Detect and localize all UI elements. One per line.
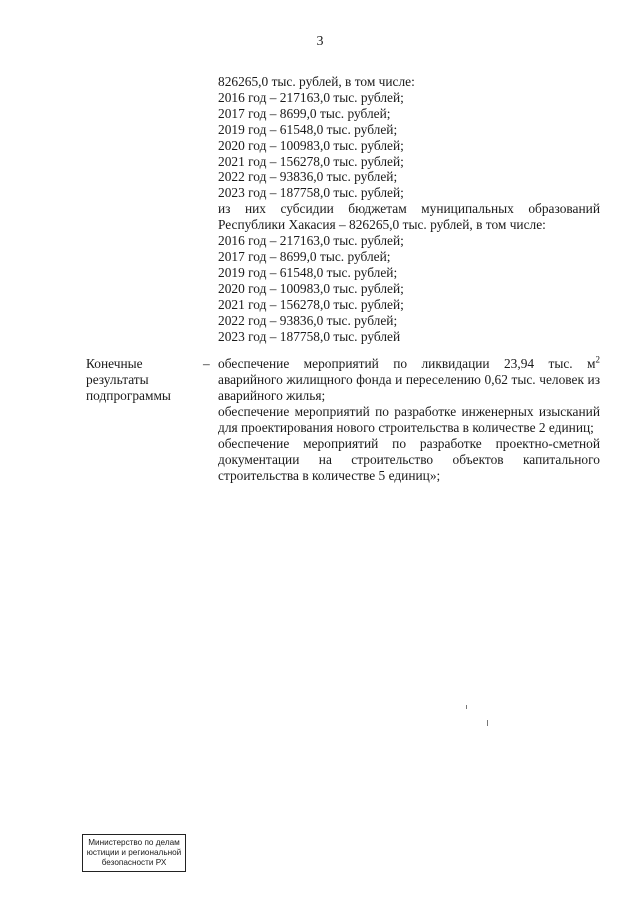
stamp-line: безопасности РХ (101, 858, 167, 867)
subsidy-intro-line-2: Республики Хакасия – 826265,0 тыс. рублей, в том числе: (218, 217, 546, 233)
subsidy-year-2023: 2023 год – 187758,0 тыс. рублей (218, 328, 401, 344)
result-item-demolition (218, 356, 600, 404)
results-section (218, 356, 600, 484)
square-meter-superscript: 2 (595, 354, 600, 365)
funding-year-2020: 2020 год – 100983,0 тыс. рублей; (218, 137, 404, 153)
results-label-line: подпрограммы (86, 388, 171, 403)
results-label-line: Конечные (86, 356, 143, 371)
result-item-demolition-rest: аварийного жилищного фонда и переселению 0,62 тыс. человек из аварийного жилья; (218, 372, 600, 403)
funding-year-2019: 2019 год – 61548,0 тыс. рублей; (218, 121, 398, 137)
scan-speck (487, 720, 488, 726)
stamp-line: юстиции и региональной (86, 848, 182, 857)
subsidy-year-2022: 2022 год – 93836,0 тыс. рублей; (218, 312, 398, 328)
funding-year-2017: 2017 год – 8699,0 тыс. рублей; (218, 105, 391, 121)
subsidy-year-2016: 2016 год – 217163,0 тыс. рублей; (218, 233, 404, 249)
results-label (86, 356, 196, 404)
subsidy-year-2021: 2021 год – 156278,0 тыс. рублей; (218, 296, 404, 312)
results-dash: – (203, 356, 210, 371)
funding-total: 826265,0 тыс. рублей, в том числе: (218, 74, 415, 89)
ministry-stamp (82, 834, 186, 872)
funding-year-2023: 2023 год – 187758,0 тыс. рублей; (218, 185, 404, 201)
result-item-demolition-text: обеспечение мероприятий по ликвидации 23,94 тыс. м (218, 356, 596, 371)
scan-speck (466, 705, 467, 709)
funding-year-2021: 2021 год – 156278,0 тыс. рублей; (218, 153, 404, 169)
result-item-surveys: обеспечение мероприятий по разработке инженерных изысканий для проектирования нового строительства в количестве 2 единиц; (218, 404, 600, 435)
results-label-line: результаты (86, 372, 149, 387)
funding-section (218, 74, 600, 344)
page-number: 3 (316, 34, 324, 49)
result-item-design-docs: обеспечение мероприятий по разработке проектно-сметной документации на строительство объектов капитального строительства в количестве 5 единиц»; (218, 436, 600, 483)
subsidy-year-2017: 2017 год – 8699,0 тыс. рублей; (218, 248, 391, 264)
funding-year-2022: 2022 год – 93836,0 тыс. рублей; (218, 169, 398, 185)
subsidy-year-2019: 2019 год – 61548,0 тыс. рублей; (218, 264, 398, 280)
stamp-line: Министерство по делам (88, 838, 180, 847)
subsidy-intro-line-1: из них субсидии бюджетам муниципальных образований (218, 201, 600, 217)
subsidy-year-2020: 2020 год – 100983,0 тыс. рублей; (218, 280, 404, 296)
funding-year-2016: 2016 год – 217163,0 тыс. рублей; (218, 89, 404, 105)
